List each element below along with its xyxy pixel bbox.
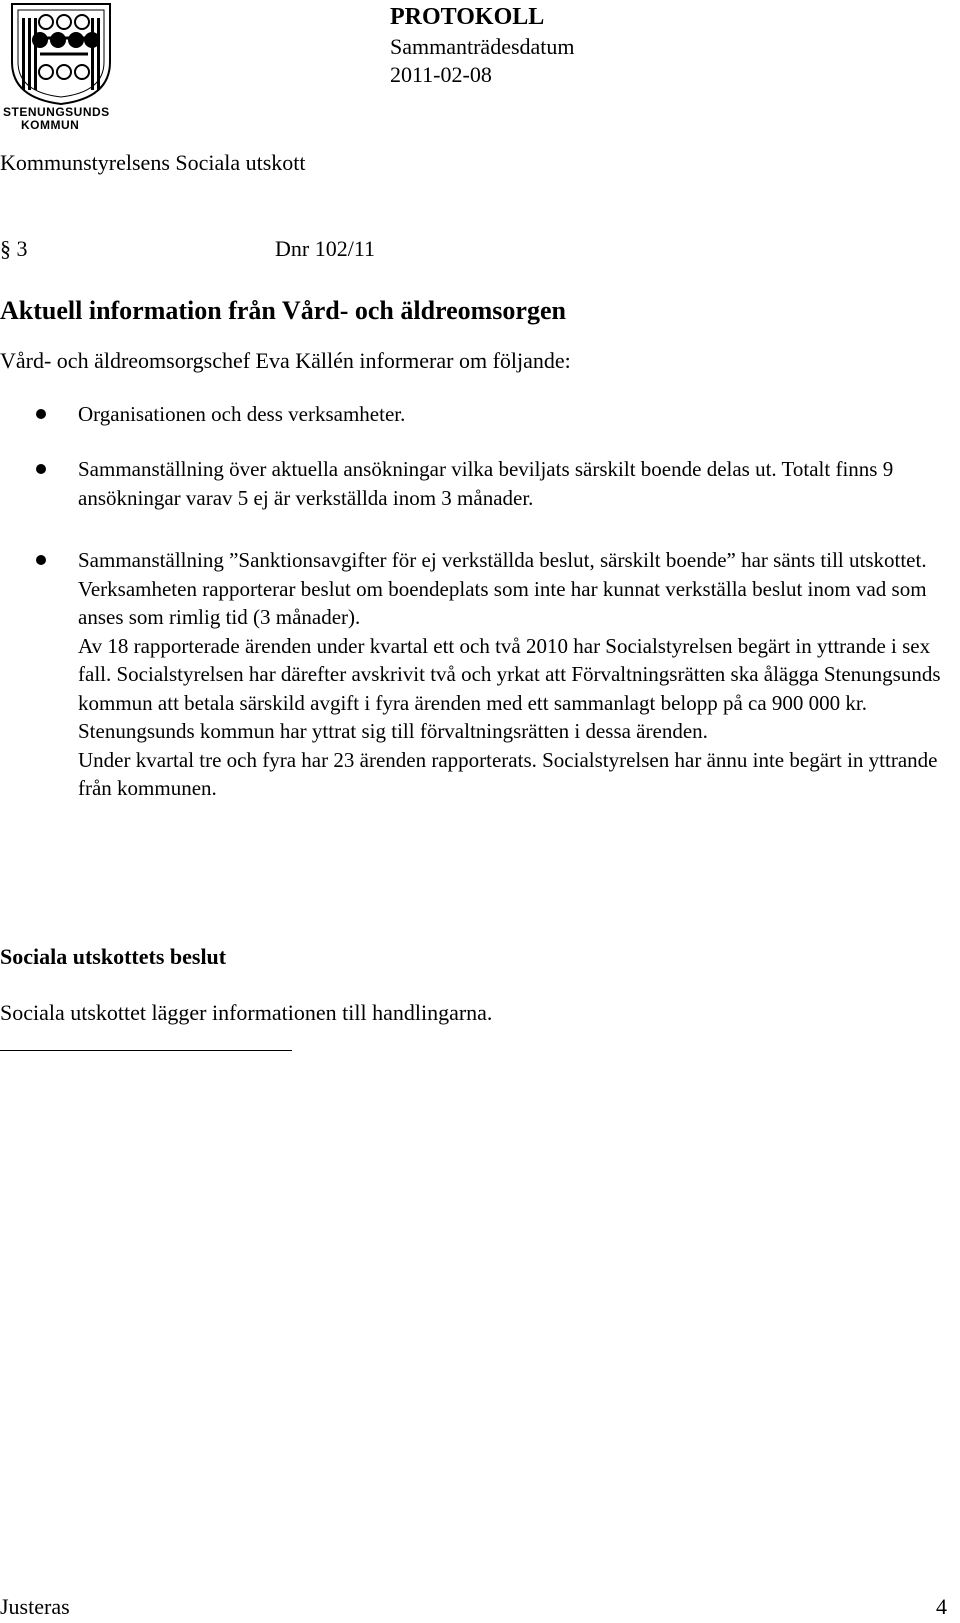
bullet-paragraph: Sammanställning över aktuella ansökningar vilka beviljats särskilt boende delas ut. Totalt finns 9 ansökningar varav 5 ej är verkställda inom 3 månader. — [78, 457, 894, 510]
bullet-icon — [36, 555, 46, 565]
municipality-logo — [0, 0, 122, 132]
bullet-paragraph: Organisationen och dess verksamheter. — [78, 402, 406, 426]
case-number: Dnr 102/11 — [275, 236, 376, 261]
section-heading: Aktuell information från Vård- och äldreomsorgen — [0, 296, 566, 325]
page-number: 4 — [936, 1594, 947, 1619]
bullet-item — [78, 400, 948, 429]
document-type: PROTOKOLL — [390, 4, 545, 30]
bullet-paragraph: Sammanställning ”Sanktionsavgifter för ej verkställda beslut, särskilt boende” har sänts till utskottet. — [78, 548, 927, 572]
section-number: § 3 — [0, 236, 28, 261]
decision-text: Sociala utskottet lägger informationen till handlingarna. — [0, 1000, 493, 1025]
bullet-paragraph: Av 18 rapporterade ärenden under kvartal ett och två 2010 har Socialstyrelsen begärt in yttrande i sex fall. Socialstyrelsen har därefter avskrivit två och yrkat att Förvaltningsrätten ska ålägga Stenungsunds kommun att betala särskild avgift i fyra ärenden med ett sammanlagt belopp på ca 900 000 kr. Stenungsunds kommun har yttrat sig till förvaltningsrätten i dessa ärenden. — [78, 633, 941, 743]
decision-heading: Sociala utskottets beslut — [0, 944, 227, 969]
logo-caption-line1: STENUNGSUNDS — [3, 105, 110, 119]
intro-text: Vård- och äldreomsorgschef Eva Källén informerar om följande: — [0, 348, 571, 373]
bullet-icon — [36, 409, 46, 419]
meeting-date-label: Sammanträdesdatum — [390, 34, 575, 59]
footer-justeras: Justeras — [0, 1594, 70, 1619]
separator-line — [0, 1050, 292, 1051]
bullet-paragraph: Under kvartal tre och fyra har 23 ärenden rapporterats. Socialstyrelsen har ännu inte begärt in yttrande från kommunen. — [78, 747, 938, 800]
committee-name: Kommunstyrelsens Sociala utskott — [0, 150, 306, 175]
meeting-date: 2011-02-08 — [390, 62, 492, 87]
logo-caption — [3, 106, 110, 132]
bullet-icon — [36, 464, 46, 474]
bullet-paragraph: Verksamheten rapporterar beslut om boendeplats som inte har kunnat verkställa beslut inom vad som anses som rimlig tid (3 månader). — [78, 576, 927, 629]
coat-of-arms-icon — [0, 0, 122, 108]
logo-caption-line2: KOMMUN — [21, 118, 80, 132]
bullet-item — [78, 546, 948, 803]
bullet-item — [78, 455, 948, 512]
